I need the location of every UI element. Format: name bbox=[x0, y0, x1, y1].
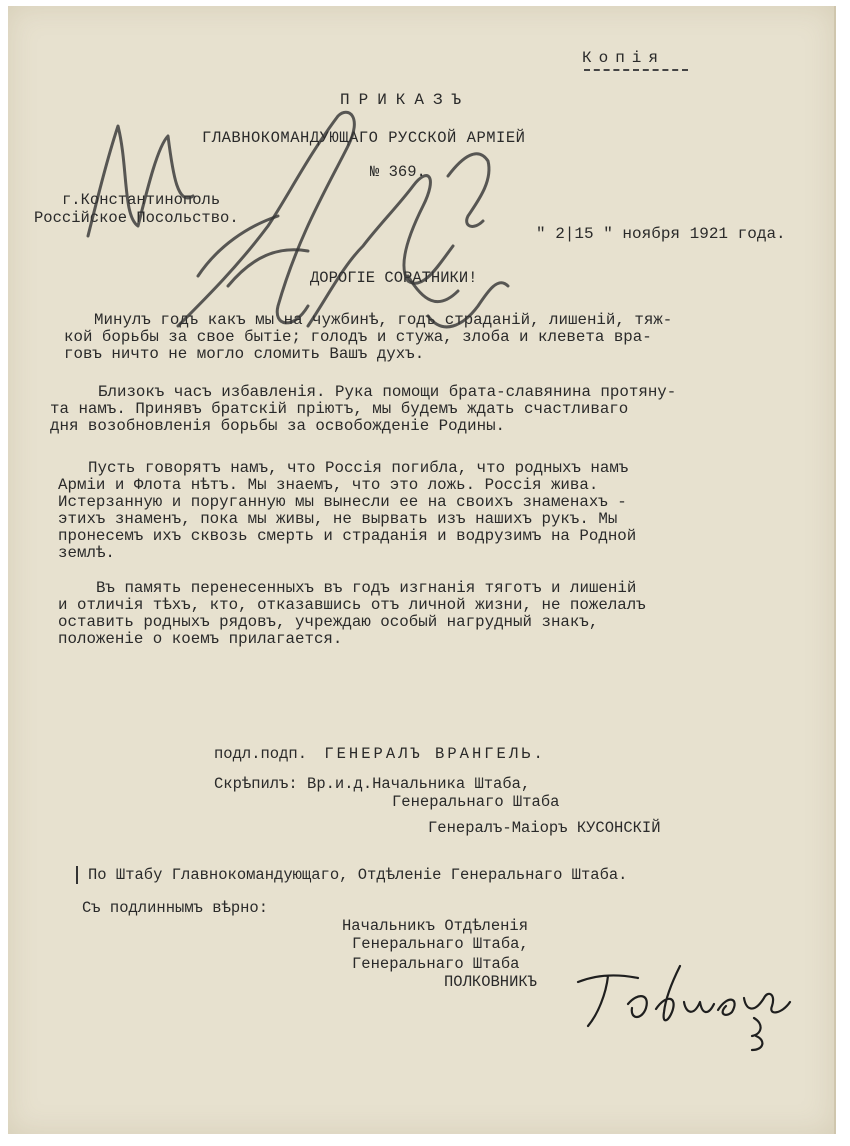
paragraph-4-line: оставить родныхъ рядовъ, учреждаю особый нагрудный знакъ, bbox=[58, 613, 599, 631]
department-line bbox=[76, 866, 628, 884]
document-date: " 2|15 " ноября 1921 года. bbox=[536, 225, 786, 243]
salutation: ДОРОГІЕ СОРАТНИКИ! bbox=[310, 269, 478, 287]
countersign-line-1: Скрѣпилъ: Вр.и.д.Начальника Штаба, bbox=[214, 775, 531, 793]
order-title: ПРИКАЗЪ bbox=[340, 91, 471, 109]
paragraph-2-line: та намъ. Принявъ братскій пріютъ, мы будемъ ждать счастливаго bbox=[50, 400, 629, 418]
place-line-1: г.Константинополь bbox=[62, 191, 221, 209]
paragraph-3-line: землѣ. bbox=[58, 544, 115, 562]
paragraph-3-line: Арміи и Флота нѣтъ. Мы знаемъ, что это ложь. Россія жива. bbox=[58, 476, 599, 494]
certified-line: Съ подлиннымъ вѣрно: bbox=[82, 899, 269, 917]
paragraph-3-line: этихъ знаменъ, пока мы живы, не вырвать изъ нашихъ рукъ. Мы bbox=[58, 510, 618, 528]
signed-by bbox=[214, 746, 546, 763]
certifier-line-1: Начальникъ Отдѣленія bbox=[342, 917, 529, 935]
paragraph-1-line: Минулъ годъ какъ мы на чужбинѣ, годъ страданій, лишеній, тяж- bbox=[94, 311, 673, 329]
signed-name: ГЕНЕРАЛЪ ВРАНГЕЛЬ. bbox=[324, 745, 546, 763]
handwritten-annotation bbox=[78, 76, 548, 376]
paragraph-4-line: положеніе о коемъ прилагается. bbox=[58, 630, 343, 648]
countersign-line-2: Генеральнаго Штаба bbox=[392, 793, 560, 811]
paragraph-2 bbox=[50, 384, 676, 435]
order-number: № 369. bbox=[370, 163, 426, 181]
copy-underline bbox=[584, 69, 688, 71]
paragraph-1-line: говъ ничто не могло сломить Вашъ духъ. bbox=[64, 345, 425, 363]
department-text: По Штабу Главнокомандующаго, Отдѣленіе Генеральнаго Штаба. bbox=[88, 866, 628, 885]
document-page bbox=[8, 6, 836, 1134]
paragraph-4-line: Въ память перенесенныхъ въ годъ изгнанія тяготъ и лишеній bbox=[96, 579, 637, 597]
certifier-line-2: Генеральнаго Штаба, bbox=[352, 935, 529, 953]
signed-prefix: подл.подп. bbox=[214, 745, 308, 763]
certifier-line-3: Генеральнаго Штаба bbox=[352, 955, 520, 973]
paragraph-2-line: Близокъ часъ избавленія. Рука помощи брата-славянина протяну- bbox=[98, 383, 677, 401]
certifier-line-4: ПОЛКОВНИКЪ bbox=[444, 973, 538, 991]
paragraph-3-line: Истерзанную и поруганную мы вынесли ее на своихъ знаменахъ - bbox=[58, 493, 627, 511]
countersign-line-3: Генералъ-Маіоръ КУСОНСКІЙ bbox=[428, 819, 661, 837]
paragraph-3-line: Пусть говорятъ намъ, что Россія погибла, что родныхъ намъ bbox=[88, 459, 629, 477]
paragraph-2-line: дня возобновленія борьбы за освобожденіе Родины. bbox=[50, 417, 506, 435]
handwritten-signature bbox=[568, 954, 818, 1054]
bracket-mark bbox=[76, 866, 78, 884]
place-line-2: Россійское Посольство. bbox=[34, 209, 239, 227]
paragraph-3-line: пронесемъ ихъ сквозь смерть и страданія и водрузимъ на Родной bbox=[58, 527, 637, 545]
paragraph-4 bbox=[58, 580, 646, 648]
order-subtitle: ГЛАВНОКОМАНДУЮЩАГО РУССКОЙ АРМІЕЙ bbox=[202, 129, 526, 147]
paragraph-3 bbox=[58, 460, 636, 562]
copy-label: Копія bbox=[582, 49, 666, 67]
paragraph-4-line: и отличія тѣхъ, кто, отказавшись отъ личной жизни, не пожелалъ bbox=[58, 596, 646, 614]
paragraph-1-line: кой борьбы за свое бытіе; голодъ и стужа, злоба и клевета вра- bbox=[64, 328, 652, 346]
